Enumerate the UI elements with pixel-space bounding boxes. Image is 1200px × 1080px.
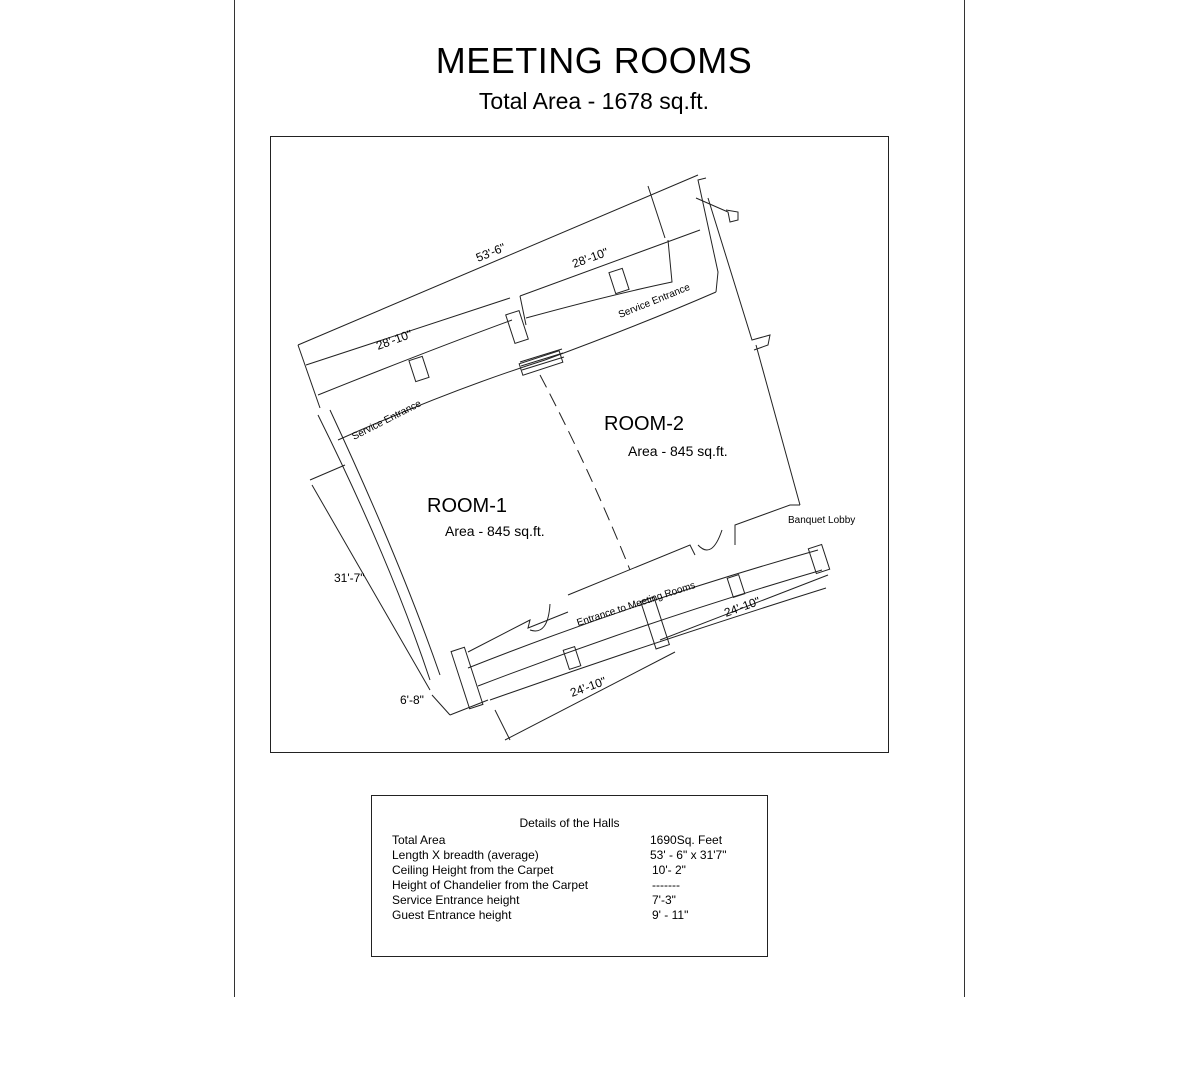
page-title: MEETING ROOMS bbox=[435, 40, 753, 81]
hall-details-box bbox=[371, 795, 768, 957]
dim-label-corridor-depth: 6'-8" bbox=[400, 693, 424, 707]
dim-ext-depth-top bbox=[310, 465, 345, 480]
dim-line-room2-top bbox=[520, 230, 700, 296]
label-banquet-lobby: Banquet Lobby bbox=[788, 515, 856, 526]
room2-door-swing bbox=[698, 530, 722, 550]
details-label: Length X breadth (average) bbox=[392, 848, 539, 862]
room1-left-wall-inner bbox=[330, 410, 440, 675]
dim-label-room1-top: 28'-10" bbox=[374, 326, 415, 353]
room1-area: Area - 845 sq.ft. bbox=[445, 523, 545, 539]
room1-name: ROOM-1 bbox=[427, 495, 507, 517]
room1-front-wall bbox=[468, 612, 568, 652]
details-row bbox=[392, 908, 752, 923]
dim-ext-right bbox=[648, 186, 665, 238]
details-row bbox=[392, 893, 752, 908]
dim-ext-left bbox=[298, 345, 320, 408]
corridor-wall-inner-right bbox=[545, 292, 716, 360]
dim-ext-room2-left bbox=[520, 296, 526, 325]
room2-name: ROOM-2 bbox=[604, 413, 684, 435]
label-service-entrance-1: Service Entrance bbox=[350, 398, 424, 443]
details-label: Total Area bbox=[392, 833, 446, 847]
details-row bbox=[392, 863, 752, 878]
dim-line-room1-depth bbox=[312, 485, 430, 690]
entrance-corridor-wall-3 bbox=[490, 588, 826, 700]
details-value: 7'-3" bbox=[652, 893, 676, 907]
dim-ext-corridor bbox=[450, 700, 488, 715]
room1-door-swing bbox=[530, 604, 550, 631]
details-value: 9' - 11" bbox=[652, 908, 689, 922]
column bbox=[808, 544, 829, 573]
column bbox=[609, 268, 629, 293]
room2-right-wall bbox=[756, 345, 800, 505]
room2-area: Area - 845 sq.ft. bbox=[628, 443, 728, 459]
dim-line-overall bbox=[298, 175, 698, 345]
corridor-end-wall bbox=[698, 178, 718, 292]
details-label: Guest Entrance height bbox=[392, 908, 512, 922]
dim-label-room1-depth: 31'-7" bbox=[334, 571, 365, 585]
column bbox=[563, 647, 581, 670]
column bbox=[409, 356, 429, 381]
partition-line bbox=[540, 375, 630, 570]
dim-label-room1-bottom: 24'-10" bbox=[568, 673, 609, 700]
details-value: 10'- 2" bbox=[652, 863, 686, 877]
dim-ext-bottom-left bbox=[495, 710, 510, 740]
column bbox=[451, 647, 483, 708]
label-service-entrance-2: Service Entrance bbox=[617, 282, 692, 321]
dim-line-corridor-depth bbox=[432, 695, 450, 715]
details-label: Ceiling Height from the Carpet bbox=[392, 863, 554, 877]
room1-left-wall bbox=[318, 415, 430, 680]
details-value: 1690Sq. Feet bbox=[650, 833, 723, 847]
label-entrance: Entrance to Meeting Rooms bbox=[575, 580, 697, 629]
details-label: Service Entrance height bbox=[392, 893, 520, 907]
column bbox=[506, 311, 529, 344]
corridor-wall-top-left bbox=[318, 320, 512, 395]
details-title: Details of the Halls bbox=[519, 816, 620, 830]
entrance-corridor-wall-2 bbox=[478, 570, 822, 686]
details-value: 53' - 6" x 31'7" bbox=[650, 848, 727, 862]
dim-label-room2-top: 28'-10" bbox=[570, 244, 611, 271]
details-row bbox=[392, 848, 752, 863]
details-row bbox=[392, 878, 752, 893]
details-row bbox=[392, 833, 752, 848]
dim-label-room2-bottom: 24'-10" bbox=[722, 593, 763, 620]
page-subtitle: Total Area - 1678 sq.ft. bbox=[478, 88, 710, 114]
details-label: Height of Chandelier from the Carpet bbox=[392, 878, 589, 892]
details-value: ------- bbox=[652, 878, 680, 892]
partition-stack bbox=[519, 351, 563, 375]
dim-label-overall: 53'-6" bbox=[473, 240, 508, 265]
